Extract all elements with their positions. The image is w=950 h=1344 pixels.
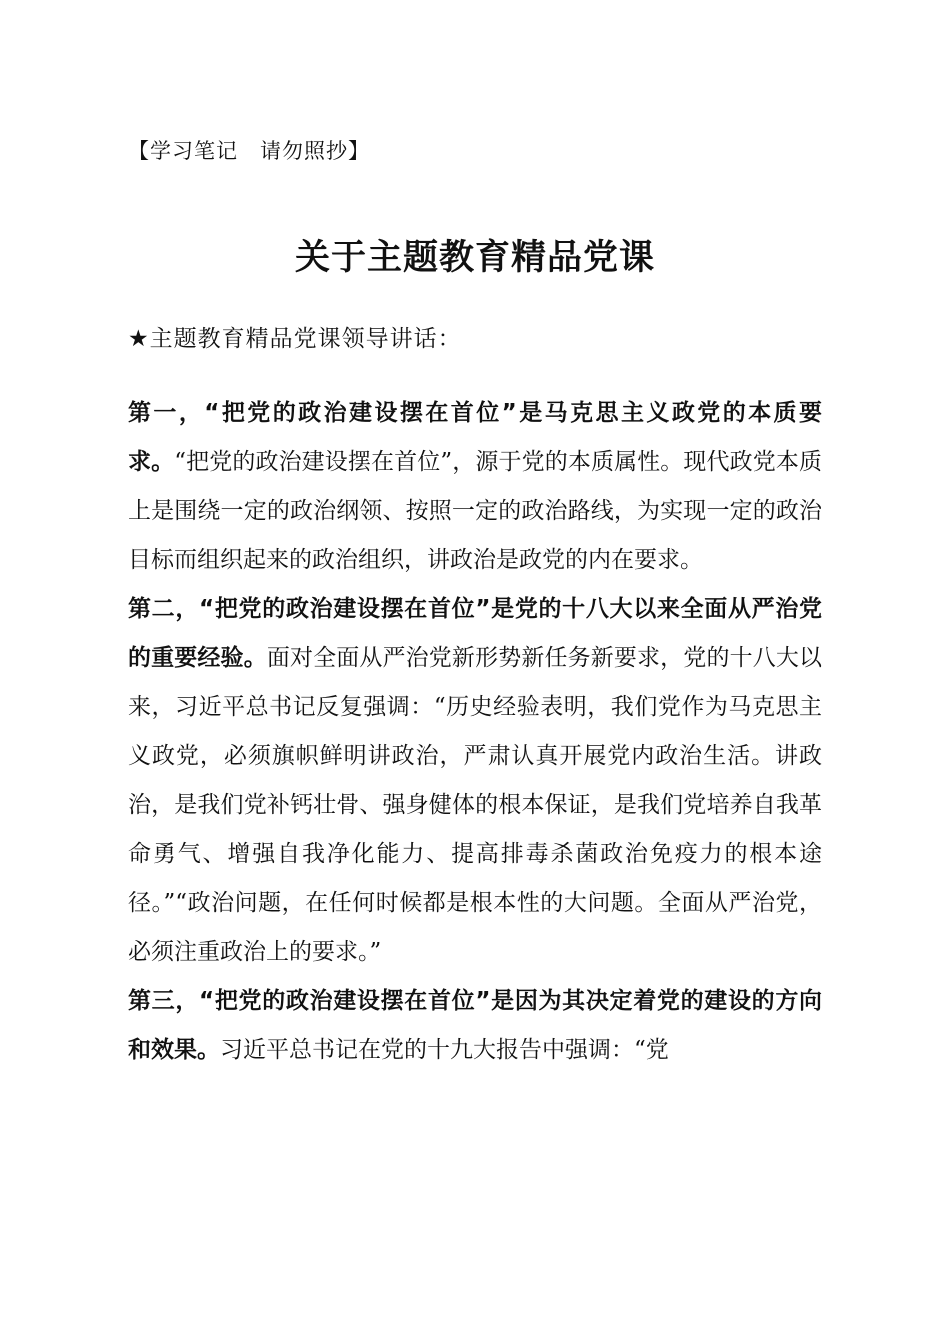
paragraph-text: 习近平总书记在党的十九大报告中强调：“党 bbox=[220, 1037, 669, 1063]
paragraph-lead: 第三，“把党的政治建设摆在首位”是因为其决定着党的建设的方向和效果。 bbox=[128, 988, 822, 1063]
section-subheading: ★主题教育精品党课领导讲话： bbox=[128, 326, 462, 352]
paragraph-lead: 第二，“把党的政治建设摆在首位”是党的十八大以来全面从严治党的重要经验。 bbox=[128, 596, 822, 671]
paragraph-text: “把党的政治建设摆在首位”，源于党的本质属性。现代政党本质上是围绕一定的政治纲领、按照一定的政治路线，为实现一定的政治目标而组织起来的政治组织，讲政治是政党的内在要求。 bbox=[128, 449, 822, 573]
paragraph-text: 面对全面从严治党新形势新任务新要求，党的十八大以来，习近平总书记反复强调：“历史经验表明，我们党作为马克思主义政党，必须旗帜鲜明讲政治，严肃认真开展党内政治生活。讲政治，是我们党补钙壮骨、强身健体的根本保证，是我们党培养自我革命勇气、增强自我净化能力、提高排毒杀菌政治免疫力的根本途径。”“政治问题，在任何时候都是根本性的大问题。全面从严治党，必须注重政治上的要求。” bbox=[128, 645, 823, 965]
paragraph-third bbox=[128, 977, 822, 1075]
paragraph-first bbox=[128, 389, 822, 585]
header-note: 【学习笔记 请勿照抄】 bbox=[128, 139, 370, 163]
paragraph-second bbox=[128, 585, 822, 977]
document-body bbox=[128, 389, 822, 1075]
document-title: 关于主题教育精品党课 bbox=[294, 237, 655, 278]
paragraph-lead: 第一，“把党的政治建设摆在首位”是马克思主义政党的本质要求。 bbox=[128, 400, 822, 475]
